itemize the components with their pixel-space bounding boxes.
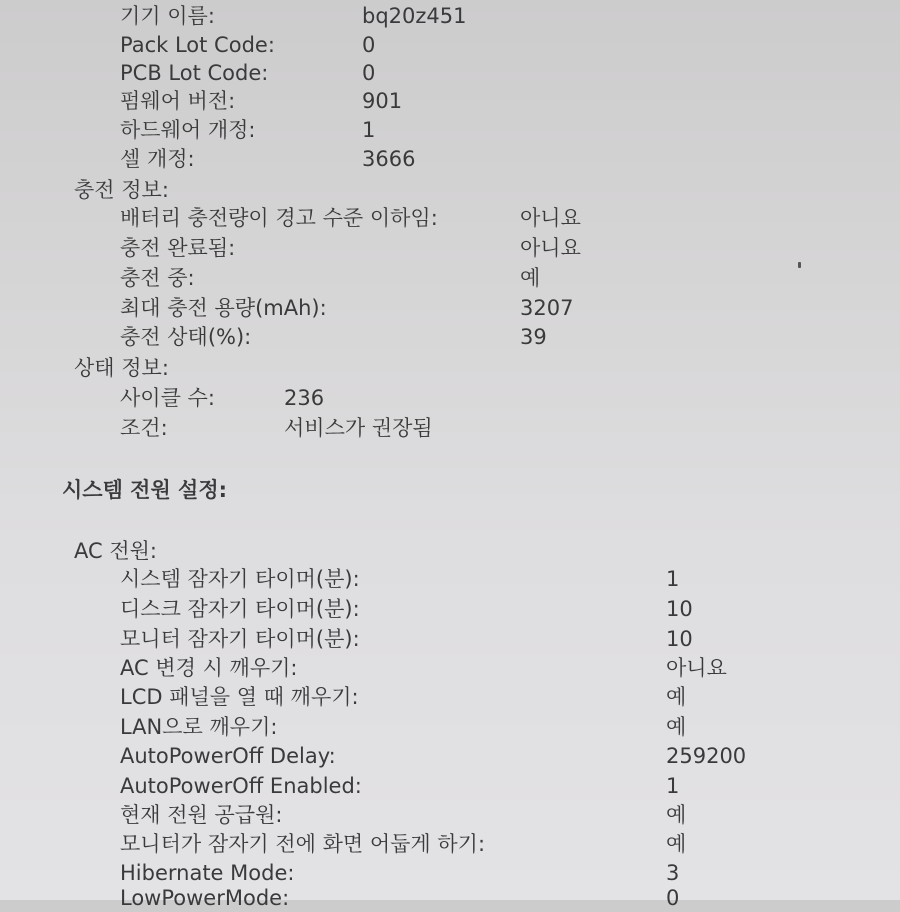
row-value: 1 [362,118,376,142]
row-value: 0 [666,886,680,910]
row-label: 현재 전원 공급원: [120,803,283,827]
row-label: 충전 완료됨: [120,236,236,260]
row-value: 1 [666,774,680,798]
row-value: 아니요 [666,656,727,680]
row-value: 0 [362,61,376,85]
ac-power-heading: AC 전원: [74,539,157,563]
row-label: 디스크 잠자기 타이머(분): [120,597,360,621]
row-value: 901 [362,89,403,113]
row-value: 예 [666,832,687,856]
row-label: 조건: [120,416,168,440]
row-value: 0 [362,33,376,57]
row-label: 셀 개정: [120,147,195,171]
row-value: 3666 [362,147,416,171]
charge-info-heading: 충전 정보: [74,178,169,202]
row-label: 충전 중: [120,266,195,290]
row-value: 예 [666,685,687,709]
health-info-heading: 상태 정보: [74,356,169,380]
row-value: 3207 [520,296,574,320]
row-value: 1 [666,567,680,591]
row-value: 10 [666,627,693,651]
row-label: LCD 패널을 열 때 깨우기: [120,685,359,709]
row-label: 최대 충전 용량(mAh): [120,296,327,320]
row-value: 39 [520,325,547,349]
row-label: Hibernate Mode: [120,861,295,885]
row-label: 기기 이름: [120,4,215,28]
row-label: AC 변경 시 깨우기: [120,656,298,680]
row-value: 259200 [666,744,747,768]
row-value: bq20z451 [362,4,467,28]
row-label: LowPowerMode: [120,886,290,910]
row-value: 10 [666,597,693,621]
row-label: 배터리 충전량이 경고 수준 이하임: [120,206,438,230]
row-label: 모니터가 잠자기 전에 화면 어둡게 하기: [120,832,486,856]
row-label: Pack Lot Code: [120,33,275,57]
row-value: 예 [666,715,687,739]
row-label: 모니터 잠자기 타이머(분): [120,627,360,651]
row-label: 펌웨어 버전: [120,89,236,113]
row-label: 시스템 잠자기 타이머(분): [120,567,360,591]
row-value: 아니요 [520,206,581,230]
row-label: 충전 상태(%): [120,325,252,349]
system-power-heading: 시스템 전원 설정: [62,478,228,502]
row-label: 하드웨어 개정: [120,118,256,142]
row-value: 236 [284,386,325,410]
row-label: 사이클 수: [120,386,215,410]
row-label: AutoPowerOff Enabled: [120,774,362,798]
row-value: 3 [666,861,680,885]
row-value: 서비스가 권장됨 [284,416,433,440]
row-value: 예 [666,803,687,827]
row-label: LAN으로 깨우기: [120,715,278,739]
row-value: 예 [520,266,541,290]
row-label: PCB Lot Code: [120,61,269,85]
row-value: 아니요 [520,236,581,260]
row-label: AutoPowerOff Delay: [120,744,336,768]
screen-speck [798,262,801,268]
